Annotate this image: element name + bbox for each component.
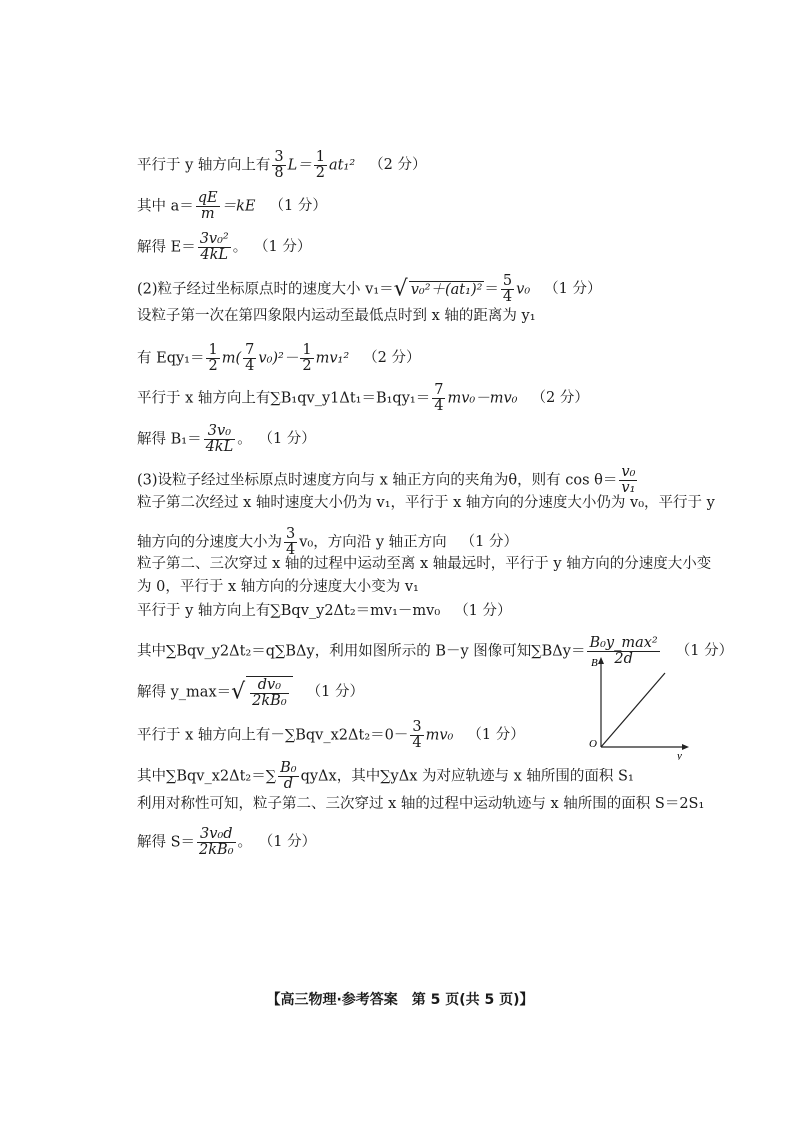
sqrt-sign: √ (393, 276, 408, 302)
fraction: $\frac{qE}{m}$ (197, 190, 218, 222)
fraction: $\frac{\text{3v₀d}}{\text{2kB₀}}$ (199, 826, 234, 858)
origin-label: O (589, 738, 597, 750)
b-y-graph (585, 655, 695, 760)
text-line-14 (137, 604, 512, 619)
line-text: at₁² (329, 157, 356, 174)
line-text: 解得 E＝ (137, 239, 196, 256)
fraction: $\frac{5}{4}$ (502, 273, 513, 305)
text-line-10 (137, 496, 715, 511)
line-text: 平行于 x 轴方向上有∑B₁qv_y1Δt₁＝B₁qy₁＝ (137, 390, 431, 407)
line-text: 为 0，平行于 x 轴方向的分速度大小变为 v₁ (137, 579, 419, 595)
line-text: 粒子第二、三次穿过 x 轴的过程中运动至离 x 轴最远时，平行于 y 轴方向的分速度大小变 (137, 556, 712, 572)
fraction: $\frac{\text{B₀}}{d}$ (280, 760, 297, 792)
points-label: （1 分） (266, 834, 317, 851)
line-text: (3)设粒子经过坐标原点时速度方向与 x 轴正方向的夹角为θ，则有 cos θ＝ (137, 472, 618, 489)
eq-line-2 (137, 191, 327, 222)
line-text: 有 Eqy₁＝ (137, 350, 205, 367)
fraction: $\frac{7}{4}$ (434, 382, 444, 414)
line-text: 。 (237, 834, 253, 851)
y-axis-arrow (598, 657, 604, 664)
line-text: 平行于 y 轴方向上有 (137, 157, 271, 174)
line-text: 解得 y_max＝ (137, 684, 232, 701)
fraction: $\frac{3}{4}$ (412, 719, 422, 751)
fraction: $\frac{\text{dv₀}}{\text{2kB₀}}$ (252, 677, 287, 709)
fraction: $\frac{1}{2}$ (302, 342, 312, 374)
line-text: 其中∑Bqv_x2Δt₂＝∑ (137, 768, 277, 785)
eq-line-8 (137, 424, 316, 455)
points-label: （1 分） (675, 643, 734, 660)
line-text: m( (221, 350, 242, 367)
line-text: 轴方向的分速度大小为 (137, 534, 282, 551)
fraction: $\frac{\text{3v₀²}}{4kL}$ (199, 231, 229, 263)
line-text: v₀)²－ (258, 350, 299, 367)
b-axis-label: B (591, 657, 598, 669)
points-label: （2 分） (531, 390, 589, 407)
line-text: L＝ (287, 157, 312, 174)
fraction: $\frac{7}{4}$ (245, 342, 255, 374)
points-label: （1 分） (544, 281, 602, 298)
fraction: B₀y_max² 2d (589, 635, 658, 667)
eq-line-9 (137, 465, 639, 496)
b-y-line (601, 673, 665, 747)
fraction: $\frac{1}{2}$ (208, 342, 218, 374)
fraction: $\frac{3}{8}$ (274, 149, 284, 181)
points-label: （1 分） (460, 534, 518, 551)
line-text: 平行于 y 轴方向上有∑Bqv_y2Δt₂＝mv₁－mv₀ (137, 603, 441, 619)
fraction: $\frac{1}{2}$ (315, 149, 326, 181)
text-line-19 (137, 797, 704, 812)
eq-line-3 (137, 232, 311, 263)
line-text: qyΔx，其中∑yΔx 为对应轨迹与 x 轴所围的面积 S₁ (300, 768, 634, 785)
line-text: 。 (237, 431, 252, 448)
points-label: （1 分） (467, 727, 525, 744)
line-text: (2)粒子经过坐标原点时的速度大小 v₁＝ (137, 281, 394, 298)
text-line-5 (137, 309, 536, 324)
line-text: 其中 a＝ (137, 198, 194, 215)
eq-line-17 (137, 720, 525, 751)
text-line-12 (137, 557, 711, 572)
points-label: （1 分） (454, 603, 512, 619)
eq-line-18 (137, 761, 634, 792)
eq-line-6 (137, 343, 421, 374)
line-text: 解得 S＝ (137, 834, 196, 851)
line-text: 解得 B₁＝ (137, 431, 202, 448)
text-line-13 (137, 580, 419, 595)
sqrt-body: v₀²＋(at₁)² (410, 282, 483, 299)
y-axis-label: y (677, 750, 682, 760)
sqrt-sign: √ (231, 679, 246, 705)
eq-line-1 (137, 150, 426, 181)
line-text: 平行于 x 轴方向上有－∑Bqv_x2Δt₂＝0－ (137, 727, 409, 744)
points-label: （2 分） (363, 350, 421, 367)
fraction: $\frac{\text{v₀}}{\text{v₁}}$ (621, 464, 636, 496)
eq-line-11 (137, 527, 518, 558)
fraction: $\frac{3}{4}$ (286, 526, 296, 558)
line-text: mv₁² (315, 350, 350, 367)
points-label: （1 分） (261, 239, 312, 256)
sqrt-body (246, 676, 292, 709)
line-text: 其中∑Bqv_y2Δt₂＝q∑BΔy，利用如图所示的 B－y 图像可知∑BΔy＝ (137, 643, 586, 660)
line-text: v₀ (516, 281, 531, 298)
line-text: 利用对称性可知，粒子第二、三次穿过 x 轴的过程中运动轨迹与 x 轴所围的面积 S＝2S₁ (137, 796, 705, 812)
line-text: mv₀ (425, 727, 454, 744)
points-label: （1 分） (306, 684, 364, 701)
points-label: （2 分） (369, 157, 427, 174)
page-footer: 【高三物理·参考答案 第 5 页(共 5 页)】 (266, 992, 534, 1008)
x-axis-arrow (682, 744, 689, 750)
line-text: mv₀－mv₀ (447, 390, 518, 407)
points-label: （1 分） (269, 198, 327, 215)
points-label: （1 分） (265, 431, 316, 448)
line-text: ＝kE (221, 198, 256, 215)
line-text: v₀，方向沿 y 轴正方向 (299, 534, 447, 551)
eq-line-20 (137, 827, 316, 858)
line-text: ＝ (484, 281, 499, 298)
eq-line-4 (137, 274, 602, 305)
eq-line-16 (137, 676, 364, 709)
line-text: 设粒子第一次在第四象限内运动至最低点时到 x 轴的距离为 y₁ (137, 308, 536, 324)
eq-line-7 (137, 383, 589, 414)
line-text: 粒子第二次经过 x 轴时速度大小仍为 v₁，平行于 x 轴方向的分速度大小仍为 v₀，平行于 y (137, 495, 715, 511)
fraction: $\frac{\text{3v₀}}{4kL}$ (205, 423, 234, 455)
line-text: 。 (232, 239, 248, 256)
